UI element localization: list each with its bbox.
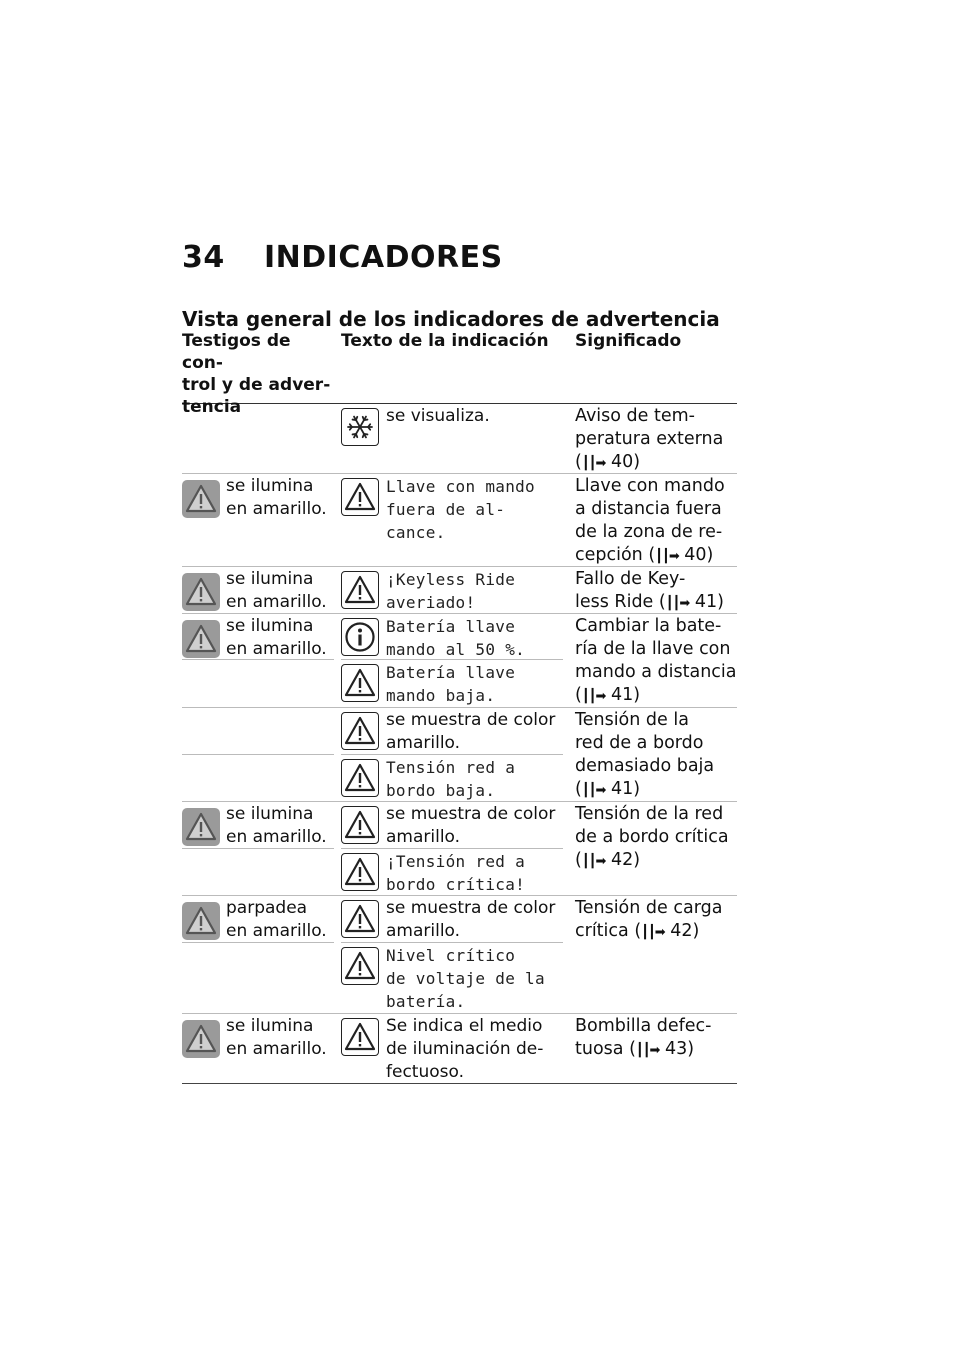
display-text: Nivel crítico de voltaje de la batería. (386, 946, 545, 1011)
warning-lamp-icon (182, 620, 220, 658)
column-header-display: Texto de la indicación (341, 331, 549, 351)
display-text: Batería llave mando al 50 %. (386, 617, 526, 659)
meaning-description: Cambiar la bate- ría de la llave con mando a distancia ( (575, 616, 737, 705)
warning-triangle-icon (341, 853, 379, 891)
page-reference-arrow-icon: ┃┃➡ (655, 549, 679, 564)
meaning-description: Aviso de tem- peratura externa ( (575, 406, 724, 472)
table-row (182, 1013, 737, 1085)
table-bottom-rule (182, 1083, 737, 1084)
lamp-status-text: se ilumina en amarillo. (226, 616, 327, 659)
meaning-description: Llave con mando a distancia fuera de la zona de re- cepción (575, 476, 725, 565)
table-row (182, 566, 737, 613)
display-text: Llave con mando fuera de al- cance. (386, 477, 535, 542)
warning-triangle-icon (341, 664, 379, 702)
row-divider (182, 566, 737, 567)
row-divider (341, 848, 563, 849)
table-row (182, 848, 737, 895)
warning-triangle-icon (341, 1018, 379, 1056)
section-title: Vista general de los indicadores de advertencia (182, 307, 720, 331)
column-header-meaning: Significado (575, 331, 682, 351)
row-divider (341, 942, 563, 943)
meaning-text: Fallo de Key- less Ride (┃┃➡ 41) (575, 569, 724, 612)
page-reference[interactable]: 40) (605, 452, 641, 472)
page-reference-arrow-icon: ┃┃➡ (581, 689, 606, 704)
row-divider (341, 659, 563, 660)
display-text: se visualiza. (386, 406, 490, 426)
snowflake-icon (341, 408, 379, 446)
meaning-text: Tensión de carga crítica (┃┃➡ 42) (575, 898, 723, 941)
warning-triangle-icon (341, 806, 379, 844)
warning-indicator-table (182, 330, 737, 1082)
warning-triangle-icon (341, 759, 379, 797)
warning-lamp-icon (182, 1020, 220, 1058)
lamp-status-text: parpadea en amarillo. (226, 898, 327, 941)
table-row (182, 659, 737, 707)
meaning-text: Bombilla defec- tuosa (┃┃➡ 43) (575, 1016, 712, 1059)
warning-lamp-icon (182, 573, 220, 611)
table-row (182, 403, 737, 473)
lamp-status-text: se ilumina en amarillo. (226, 569, 327, 612)
warning-triangle-icon (341, 900, 379, 938)
table-row (182, 754, 737, 801)
row-divider (182, 707, 737, 708)
meaning-description: Fallo de Key- less Ride (575, 569, 686, 612)
page-reference-arrow-icon: ┃┃➡ (665, 596, 690, 611)
chapter-title: INDICADORES (264, 240, 503, 275)
column-header-lamps: Testigos de con- trol y de adver- tencia (182, 331, 331, 417)
warning-triangle-icon (341, 947, 379, 985)
display-text: ¡Keyless Ride averiado! (386, 570, 516, 612)
row-divider (182, 1013, 737, 1014)
warning-lamp-icon (182, 808, 220, 846)
warning-triangle-icon (341, 478, 379, 516)
display-text: Tensión red a bordo baja. (386, 758, 516, 800)
page-reference[interactable]: 43) (659, 1039, 695, 1059)
row-divider (182, 895, 737, 896)
meaning-description: Tensión de la red de a bordo crítica ( (575, 804, 729, 870)
lamp-status-text: se ilumina en amarillo. (226, 1016, 327, 1059)
row-divider (341, 754, 563, 755)
display-text: ¡Tensión red a bordo crítica! (386, 852, 526, 894)
warning-lamp-icon (182, 902, 220, 940)
row-divider (182, 659, 334, 660)
page-header (182, 240, 503, 275)
page-reference-arrow-icon: ┃┃➡ (581, 456, 606, 471)
table-row (182, 473, 737, 566)
warning-triangle-icon (341, 571, 379, 609)
page-reference-arrow-icon: ┃┃➡ (581, 783, 606, 798)
meaning-description: Tensión de la red de a bordo demasiado baja ( (575, 710, 715, 799)
lamp-status-text: se ilumina en amarillo. (226, 804, 327, 847)
table-row (182, 895, 737, 942)
page-number: 34 (182, 240, 225, 275)
display-text: se muestra de color amarillo. (386, 898, 556, 941)
page-reference-arrow-icon: ┃┃➡ (641, 925, 665, 940)
meaning-description: Tensión de carga crítica (575, 898, 723, 941)
lamp-status-text: se ilumina en amarillo. (226, 476, 327, 519)
row-divider (182, 848, 334, 849)
row-divider (182, 801, 737, 802)
warning-lamp-icon (182, 480, 220, 518)
table-row (182, 801, 737, 870)
page-reference[interactable]: 41) (689, 592, 724, 612)
page-reference[interactable]: 42) (664, 921, 700, 941)
page-reference[interactable]: 40) (678, 545, 714, 565)
page-reference[interactable]: 41) (605, 685, 641, 705)
row-divider (182, 613, 737, 614)
display-text: se muestra de color amarillo. (386, 804, 556, 847)
table-row (182, 942, 737, 1013)
page-reference[interactable]: 41) (605, 779, 641, 799)
info-icon (341, 618, 379, 656)
meaning-description: Bombilla defec- tuosa (575, 1016, 712, 1059)
page-reference-arrow-icon: ┃┃➡ (581, 854, 606, 869)
row-divider (182, 473, 737, 474)
page-reference[interactable]: 42) (605, 850, 641, 870)
display-text: se muestra de color amarillo. (386, 710, 556, 753)
meaning-text: Llave con mando a distancia fuera de la zona de re- cepción (┃┃➡ 40) (575, 476, 725, 565)
page-reference-arrow-icon: ┃┃➡ (635, 1043, 660, 1058)
meaning-text (575, 405, 740, 475)
display-text: Batería llave mando baja. (386, 663, 516, 705)
row-divider (182, 942, 334, 943)
row-divider (182, 754, 334, 755)
warning-triangle-icon (341, 712, 379, 750)
display-text: Se indica el medio de iluminación de- fectuoso. (386, 1016, 544, 1082)
